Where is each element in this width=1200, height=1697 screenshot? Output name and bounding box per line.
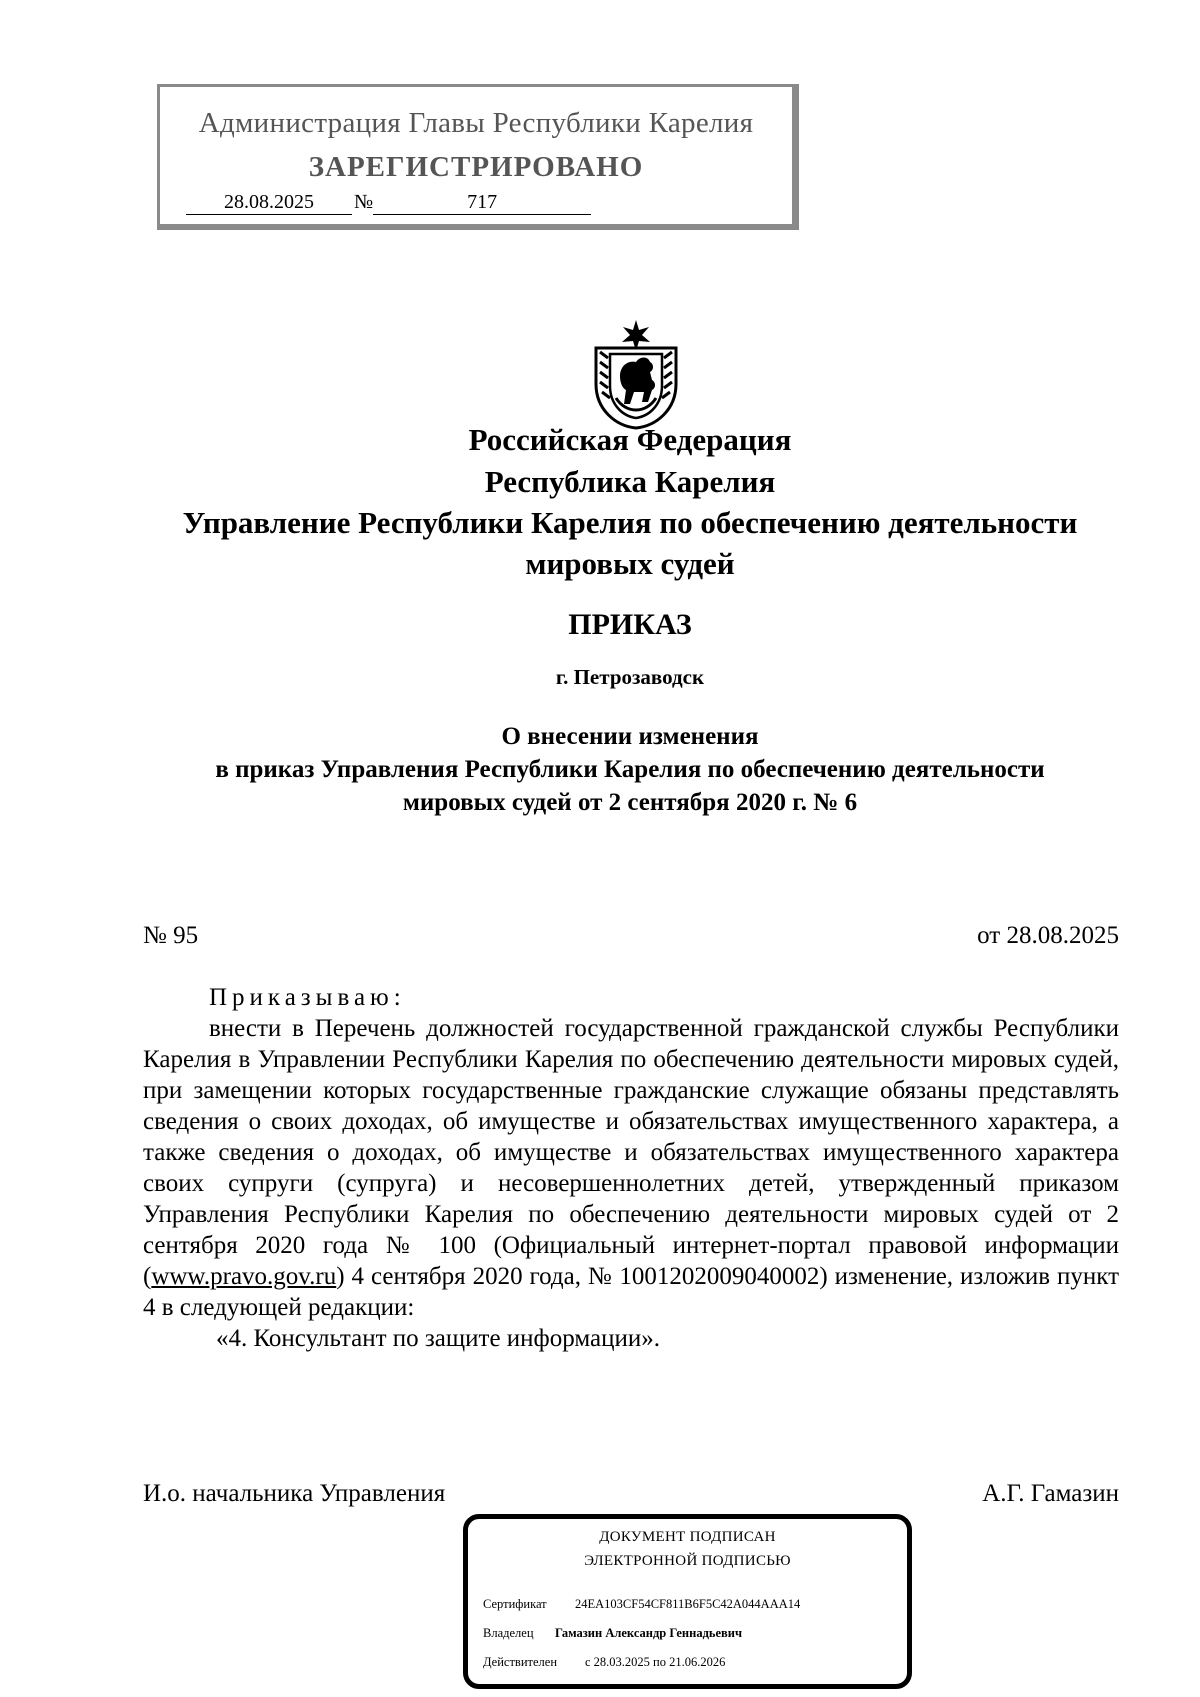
document-body [143, 982, 1119, 1354]
document-date: от 28.08.2025 [977, 922, 1119, 949]
esig-cert-label: Сертификат [483, 1597, 547, 1611]
order-paragraph [143, 1013, 1119, 1323]
stamp-no-label: № [354, 191, 374, 213]
document-number-row [143, 922, 1119, 950]
esig-owner-row [483, 1626, 742, 1641]
stamp-date: 28.08.2025 [186, 191, 352, 215]
header-line-1: Российская Федерация [468, 422, 792, 457]
esig-valid-value: с 28.03.2025 по 21.06.2026 [585, 1655, 726, 1669]
document-type-title: ПРИКАЗ [568, 608, 692, 641]
header-line-4: мировых судей [525, 546, 735, 581]
stamp-registration-row [186, 191, 591, 215]
esig-title-2: ЭЛЕКТРОННОЙ ПОДПИСЬЮ [584, 1553, 791, 1569]
esig-certificate-row [483, 1597, 800, 1612]
stamp-number: 717 [373, 191, 591, 215]
electronic-signature-stamp [463, 1514, 912, 1689]
esig-cert-value: 24EA103CF54CF811B6F5C42A044AAA14 [575, 1597, 801, 1611]
stamp-registered: ЗАРЕГИСТРИРОВАНО [308, 151, 644, 183]
document-number: № 95 [143, 922, 199, 949]
header-line-2: Республика Карелия [484, 464, 776, 499]
stamp-authority: Администрация Главы Республики Карелия [198, 107, 754, 139]
paragraph-text-end: ) 4 сентября 2020 года, № 1001202009040002) изменение, изложив пункт 4 в следующей редакции: [143, 1263, 1119, 1321]
signer-position: И.о. начальника Управления [143, 1480, 446, 1507]
city: г. Петрозаводск [555, 665, 705, 689]
signature-row [143, 1480, 1119, 1508]
registration-stamp [157, 84, 799, 230]
esig-owner-label: Владелец [483, 1626, 534, 1640]
paragraph-text-start: внести в Перечень должностей государственной гражданской службы Республики Карелия в Управлении Республики Карелия по обеспечению деятельности мировых судей, при замещении которых государственные гражданские служащие обязаны представлять сведения о своих доходах, об имуществе и обязательствах имущественного характера, а также сведения о доходах, об имуществе и обязательствах имущественного характера своих супруги (супруга) и несовершеннолетних детей, утвержденный приказом Управления Республики Карелия по обеспечению деятельности мировых судей от 2 сентября 2020 года № 100 (Официальный интернет-портал правовой информации ( [143, 1015, 1119, 1290]
esig-validity-row [483, 1655, 725, 1670]
karelia-coat-of-arms-icon [590, 318, 682, 430]
esig-title-1: ДОКУМЕНТ ПОДПИСАН [599, 1529, 776, 1545]
subject-line-3: мировых судей от 2 сентября 2020 г. № 6 [402, 789, 858, 816]
subject-line-1: О внесении изменения [501, 723, 759, 750]
esig-owner-value: Гамазин Александр Геннадьевич [555, 1626, 743, 1640]
subject-line-2: в приказ Управления Республики Карелия по обеспечению деятельности [215, 756, 1045, 783]
header-line-3: Управление Республики Карелия по обеспечению деятельности [182, 505, 1078, 540]
esig-valid-label: Действителен [483, 1655, 558, 1669]
order-word: Приказываю: [209, 984, 406, 1011]
signer-name: А.Г. Гамазин [982, 1480, 1119, 1507]
pravo-link[interactable]: www.pravo.gov.ru [151, 1263, 337, 1290]
new-item-quote: «4. Консультант по защите информации». [216, 1325, 660, 1352]
